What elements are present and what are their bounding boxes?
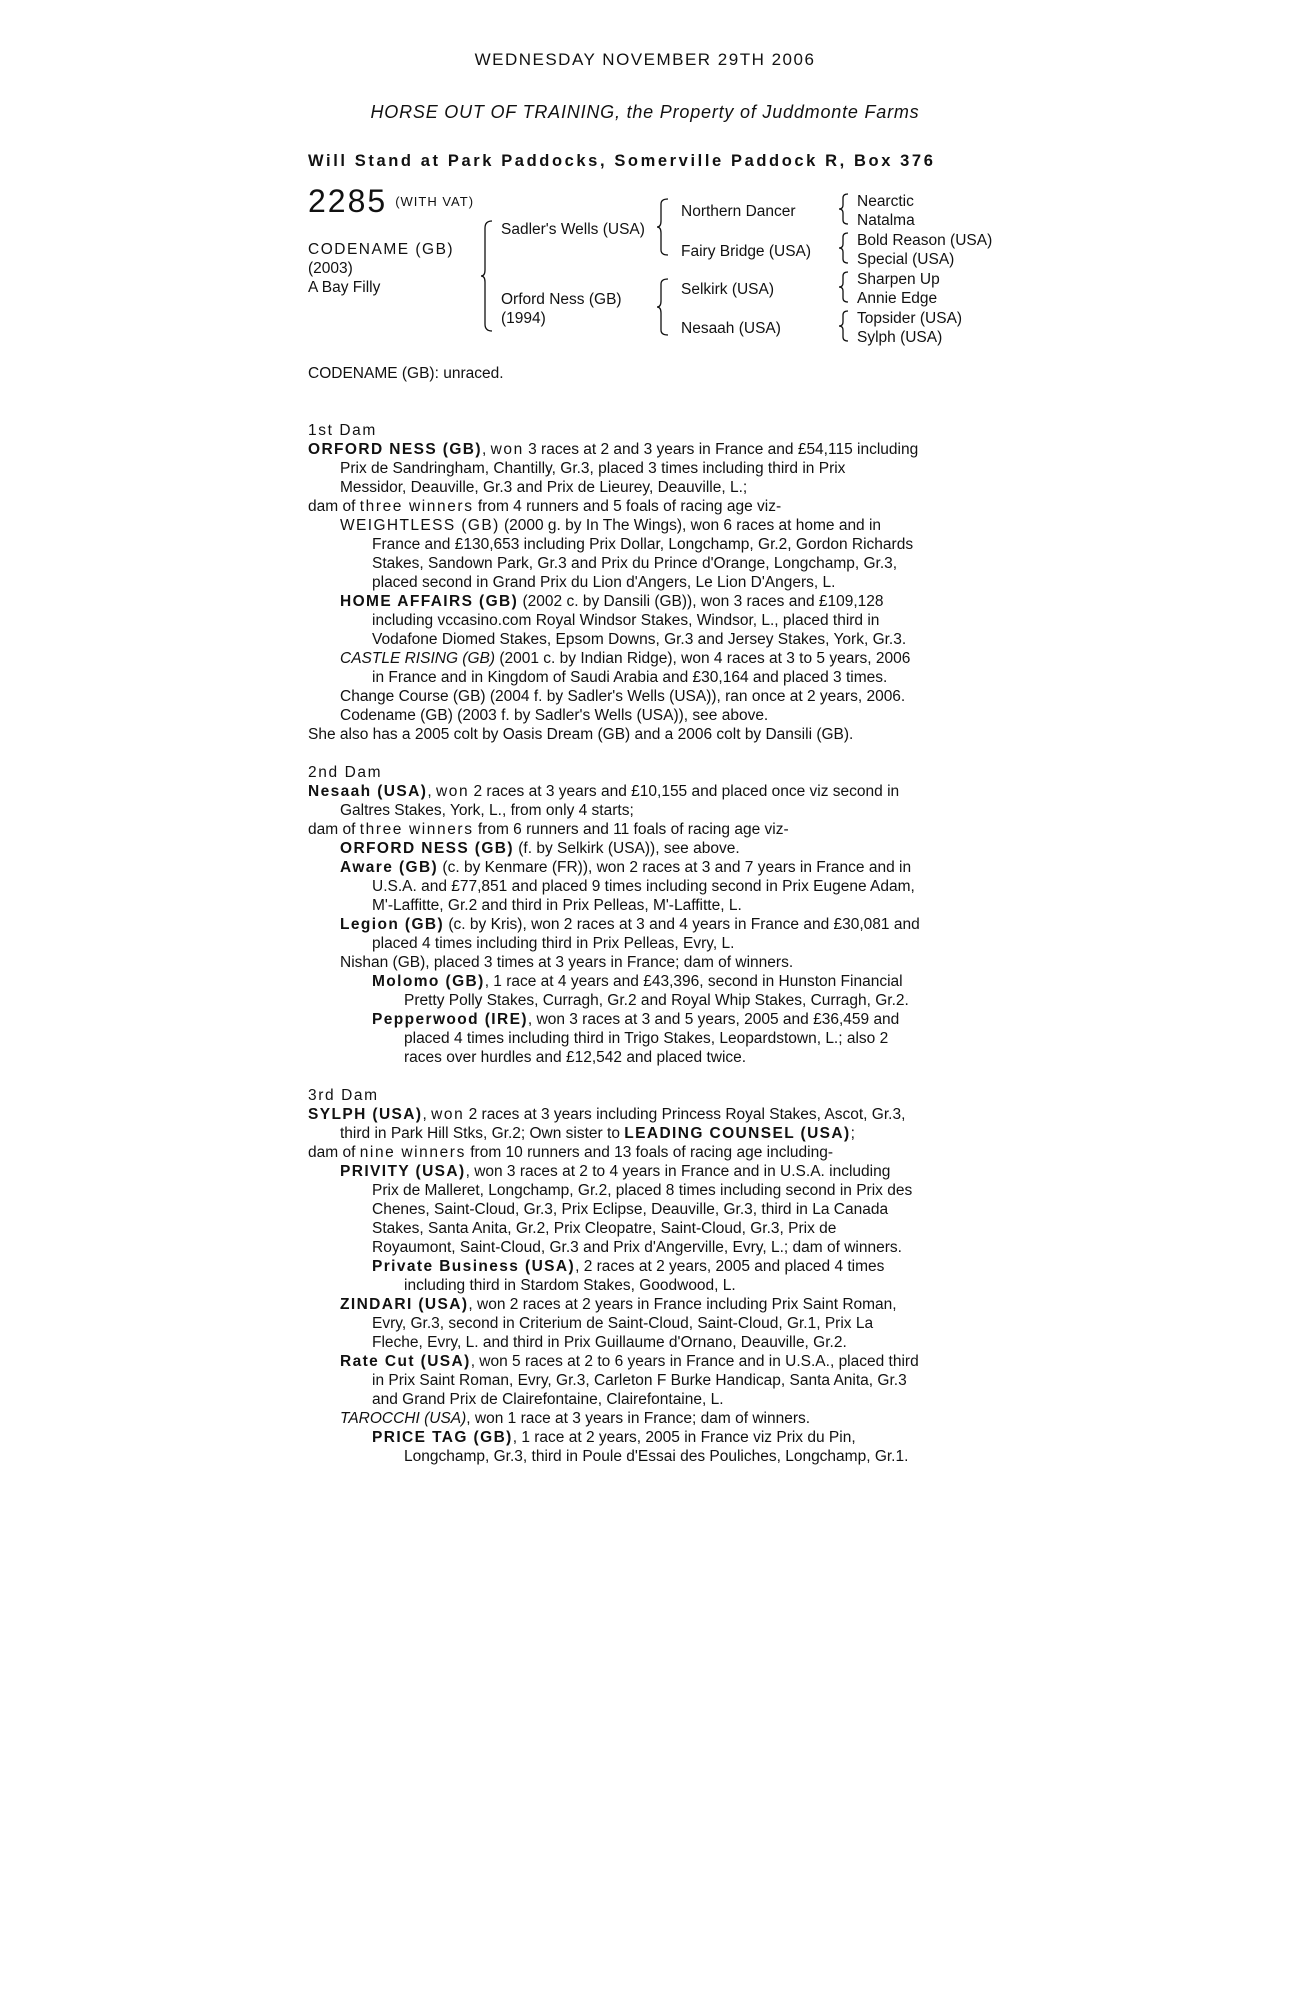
first-dam-section [308,421,976,744]
pedigree-sire: Sadler's Wells (USA) [501,221,645,238]
second-dam-p1 [308,839,976,858]
third-dam-produce-summary [308,1143,976,1162]
pedigree-brace-main [480,220,494,332]
pedigree-dam-sire: Selkirk (USA) [681,281,775,298]
third-dam-g1-text: , 2 races at 2 years, 2005 and placed 4 times [575,1258,885,1275]
third-dam-record-l2a: third in Park Hill Stks, Gr.2; Own sister to [340,1125,625,1142]
first-dam-record-l3: Messidor, Deauville, Gr.3 and Prix de Lieurey, Deauville, L.; [340,479,748,496]
second-dam-p2-name: Aware (GB) [340,859,439,876]
third-dam-p3-l1 [308,1352,976,1371]
second-dam-record: Nesaah (USA), won 2 races at 3 years and £10,155 and placed once viz second in [308,783,900,800]
first-dam-heading: 1st Dam [308,422,377,439]
second-dam-p2-text: (c. by Kenmare (FR)), won 2 races at 3 and 7 years in France and in [438,859,912,876]
second-dam-winners: three winners [359,821,474,838]
catalogue-text [308,364,976,1466]
second-dam-g1-l2: Pretty Polly Stakes, Curragh, Gr.2 and Royal Whip Stakes, Curragh, Gr.2. [404,992,909,1009]
pedigree-dam-year: (1994) [501,310,546,327]
second-dam-g1-l1 [308,972,976,991]
produce-1-l3: Stakes, Sandown Park, Gr.3 and Prix du Prince d'Orange, Longchamp, Gr.3, [372,555,898,572]
third-dam-won: won [431,1106,465,1123]
second-dam-produce-summary [308,820,976,839]
produce-3-l1 [308,649,976,668]
third-dam-name: SYLPH (USA) [308,1106,423,1123]
first-dam-record: ORFORD NESS (GB), won 3 races at 2 and 3 years in France and £54,115 including [308,441,919,458]
pedigree-sdd: Special (USA) [857,251,955,268]
produce-5-line: Codename (GB) (2003 f. by Sadler's Wells (USA)), see above. [340,707,769,724]
pedigree-brace-dam [656,278,670,336]
second-dam-g1-name: Molomo (GB) [372,973,485,990]
second-dam-p3-l2: placed 4 times including third in Prix Pelleas, Evry, L. [372,935,735,952]
second-dam-g2-l1 [308,1010,976,1029]
produce-2-l3: Vodafone Diomed Stakes, Epsom Downs, Gr.3 and Jersey Stakes, York, Gr.3. [372,631,907,648]
produce-3-text: (2001 c. by Indian Ridge), won 4 races at 3 to 5 years, 2006 [495,650,911,667]
first-dam-won: won [490,441,524,458]
pedigree-sire-dam: Fairy Bridge (USA) [681,243,812,260]
second-dam-section [308,763,976,1067]
summary-line: CODENAME (GB): unraced. [308,365,504,382]
produce-2-l2: including vccasino.com Royal Windsor Stakes, Windsor, L., placed third in [372,612,880,629]
pedigree-brace-dd [838,310,850,342]
third-dam-record: SYLPH (USA), won 2 races at 3 years including Princess Royal Stakes, Ascot, Gr.3, [308,1106,906,1123]
second-dam-p2-l1 [308,858,976,877]
third-dam-g2-name: PRICE TAG (GB) [372,1429,513,1446]
pedigree-brace-ss [838,193,850,225]
horse-description: A Bay Filly [308,279,381,296]
third-dam-p4-l1 [308,1409,976,1428]
third-dam-p1-l4: Stakes, Santa Anita, Gr.2, Prix Cleopatre, Saint-Cloud, Gr.3, Prix de [372,1220,837,1237]
third-dam-p3-l2: in Prix Saint Roman, Evry, Gr.3, Carleton F Burke Handicap, Santa Anita, Gr.3 [372,1372,907,1389]
third-dam-p1-l1 [308,1162,976,1181]
third-dam-g1-l1 [308,1257,976,1276]
first-dam-record-l1: 3 races at 2 and 3 years in France and £54,115 including [523,441,919,458]
third-dam-p1-l5: Royaumont, Saint-Cloud, Gr.3 and Prix d'Angerville, Evry, L.; dam of winners. [372,1239,902,1256]
pedigree-sire-sire: Northern Dancer [681,203,796,220]
pedigree-brace-sire [656,198,670,256]
second-dam-record-l1: 2 races at 3 years and £10,155 and placed once viz second in [469,783,900,800]
produce-2-name: HOME AFFAIRS (GB) [340,593,519,610]
second-dam-p2-l2: U.S.A. and £77,851 and placed 9 times including second in Prix Eugene Adam, [372,878,915,895]
first-dam-name: ORFORD NESS (GB) [308,441,482,458]
stand-location: Will Stand at Park Paddocks, Somerville Paddock R, Box 376 [308,152,936,170]
catalogue-date: WEDNESDAY NOVEMBER 29TH 2006 [474,50,816,69]
third-dam-p4-name: TAROCCHI (USA) [340,1410,467,1427]
second-dam-runners: from 6 runners and 11 foals of racing age viz- [473,821,789,838]
produce-4-line: Change Course (GB) (2004 f. by Sadler's Wells (USA)), ran once at 2 years, 2006. [340,688,906,705]
second-dam-g2-text: , won 3 races at 3 and 5 years, 2005 and £36,459 and [527,1011,900,1028]
second-dam-name: Nesaah (USA) [308,783,428,800]
third-dam-p2-l3: Fleche, Evry, L. and third in Prix Guillaume d'Ornano, Deauville, Gr.2. [372,1334,847,1351]
third-dam-p2-name: ZINDARI (USA) [340,1296,469,1313]
third-dam-heading: 3rd Dam [308,1087,379,1104]
third-dam-p1-name: PRIVITY (USA) [340,1163,466,1180]
third-dam-g1-name: Private Business (USA) [372,1258,576,1275]
third-dam-p2-text: , won 2 races at 2 years in France including Prix Saint Roman, [468,1296,897,1313]
pedigree-sds: Bold Reason (USA) [857,232,993,249]
sale-title: HORSE OUT OF TRAINING, the Property of Juddmonte Farms [370,102,920,122]
third-dam-p1-l2: Prix de Malleret, Longchamp, Gr.2, placed 8 times including second in Prix des [372,1182,913,1199]
produce-1-name: WEIGHTLESS (GB) [340,517,500,534]
third-dam-runners: from 10 runners and 13 foals of racing age including- [465,1144,833,1161]
second-dam-g2-l2: placed 4 times including third in Trigo Stakes, Leopardstown, L.; also 2 [404,1030,889,1047]
second-dam-p3-l1 [308,915,976,934]
second-dam-g2-name: Pepperwood (IRE) [372,1011,528,1028]
second-dam-p4-line: Nishan (GB), placed 3 times at 3 years in France; dam of winners. [340,954,794,971]
horse-year: (2003) [308,260,353,277]
third-dam-record-l1: 2 races at 3 years including Princess Royal Stakes, Ascot, Gr.3, [464,1106,906,1123]
third-dam-winners: nine winners [359,1144,466,1161]
third-dam-sister: LEADING COUNSEL (USA) [624,1125,851,1142]
first-dam-record-l2: Prix de Sandringham, Chantilly, Gr.3, placed 3 times including third in Prix [340,460,846,477]
produce-2-l1 [308,592,976,611]
pedigree-dam: Orford Ness (GB) [501,291,622,308]
second-dam-p3-text: (c. by Kris), won 2 races at 3 and 4 years in France and £30,081 and [444,916,920,933]
second-dam-g2-l3: races over hurdles and £12,542 and placed twice. [404,1049,747,1066]
pedigree-dds: Topsider (USA) [857,310,963,327]
produce-2-text: (2002 c. by Dansili (GB)), won 3 races and £109,128 [518,593,884,610]
first-dam-produce-summary [308,497,976,516]
vat-note: (WITH VAT) [395,194,475,209]
lot-number-value: 2285 [308,183,388,219]
pedigree-ddd: Sylph (USA) [857,329,943,346]
third-dam-p3-l3: and Grand Prix de Clairefontaine, Clairefontaine, L. [372,1391,724,1408]
third-dam-p1-text: , won 3 races at 2 to 4 years in France and in U.S.A. including [465,1163,891,1180]
first-dam-also: She also has a 2005 colt by Oasis Dream (GB) and a 2006 colt by Dansili (GB). [308,726,854,743]
produce-1-text: (2000 g. by In The Wings), won 6 races at home and in [499,517,882,534]
lot-number [308,183,475,219]
pedigree-dss: Sharpen Up [857,271,940,288]
third-dam-p3-text: , won 5 races at 2 to 6 years in France and in U.S.A., placed third [470,1353,919,1370]
third-dam-record-l2c: ; [850,1125,855,1142]
third-dam-p4-text: , won 1 race at 3 years in France; dam of winners. [466,1410,811,1427]
third-dam-record-l2 [308,1124,976,1143]
produce-1-l2: France and £130,653 including Prix Dollar, Longchamp, Gr.2, Gordon Richards [372,536,914,553]
third-dam-p2-l1 [308,1295,976,1314]
horse-info [308,240,454,297]
second-dam-p3-name: Legion (GB) [340,916,445,933]
third-dam-g2-l2: Longchamp, Gr.3, third in Poule d'Essai des Pouliches, Longchamp, Gr.1. [404,1448,909,1465]
pedigree-dam-dam: Nesaah (USA) [681,320,781,337]
pedigree-ssd: Natalma [857,212,915,229]
second-dam-record-l2: Galtres Stakes, York, L., from only 4 starts; [340,802,634,819]
first-dam-runners: from 4 runners and 5 foals of racing age viz- [473,498,782,515]
pedigree-dsd: Annie Edge [857,290,938,307]
third-dam-section [308,1086,976,1466]
produce-3-l2: in France and in Kingdom of Saudi Arabia and £30,164 and placed 3 times. [372,669,888,686]
second-dam-p1-name: ORFORD NESS (GB) [340,840,514,857]
second-dam-won: won [435,783,470,800]
second-dam-p1-text: (f. by Selkirk (USA)), see above. [513,840,740,857]
second-dam-g1-text: , 1 race at 4 years and £43,396, second in Hunston Financial [484,973,903,990]
produce-1-l4: placed second in Grand Prix du Lion d'Angers, Le Lion D'Angers, L. [372,574,836,591]
third-dam-p2-l2: Evry, Gr.3, second in Criterium de Saint-Cloud, Saint-Cloud, Gr.1, Prix La [372,1315,874,1332]
third-dam-dam-of: dam of [308,1144,360,1161]
third-dam-g1-l2: including third in Stardom Stakes, Goodwood, L. [404,1277,736,1294]
produce-1-l1 [308,516,976,535]
pedigree-brace-sd [838,232,850,264]
horse-name: CODENAME (GB) [308,241,455,258]
first-dam-winners: three winners [359,498,474,515]
produce-3-name: CASTLE RISING (GB) [340,650,496,667]
second-dam-heading: 2nd Dam [308,764,383,781]
pedigree-sss: Nearctic [857,193,914,210]
third-dam-g2-l1 [308,1428,976,1447]
second-dam-p2-l3: M'-Laffitte, Gr.2 and third in Prix Pelleas, M'-Laffitte, L. [372,897,742,914]
third-dam-p3-name: Rate Cut (USA) [340,1353,471,1370]
first-dam-dam-of: dam of [308,498,360,515]
third-dam-p1-l3: Chenes, Saint-Cloud, Gr.3, Prix Eclipse, Deauville, Gr.3, third in La Canada [372,1201,889,1218]
third-dam-g2-text: , 1 race at 2 years, 2005 in France viz Prix du Pin, [512,1429,856,1446]
second-dam-dam-of: dam of [308,821,360,838]
pedigree-brace-ds [838,271,850,303]
